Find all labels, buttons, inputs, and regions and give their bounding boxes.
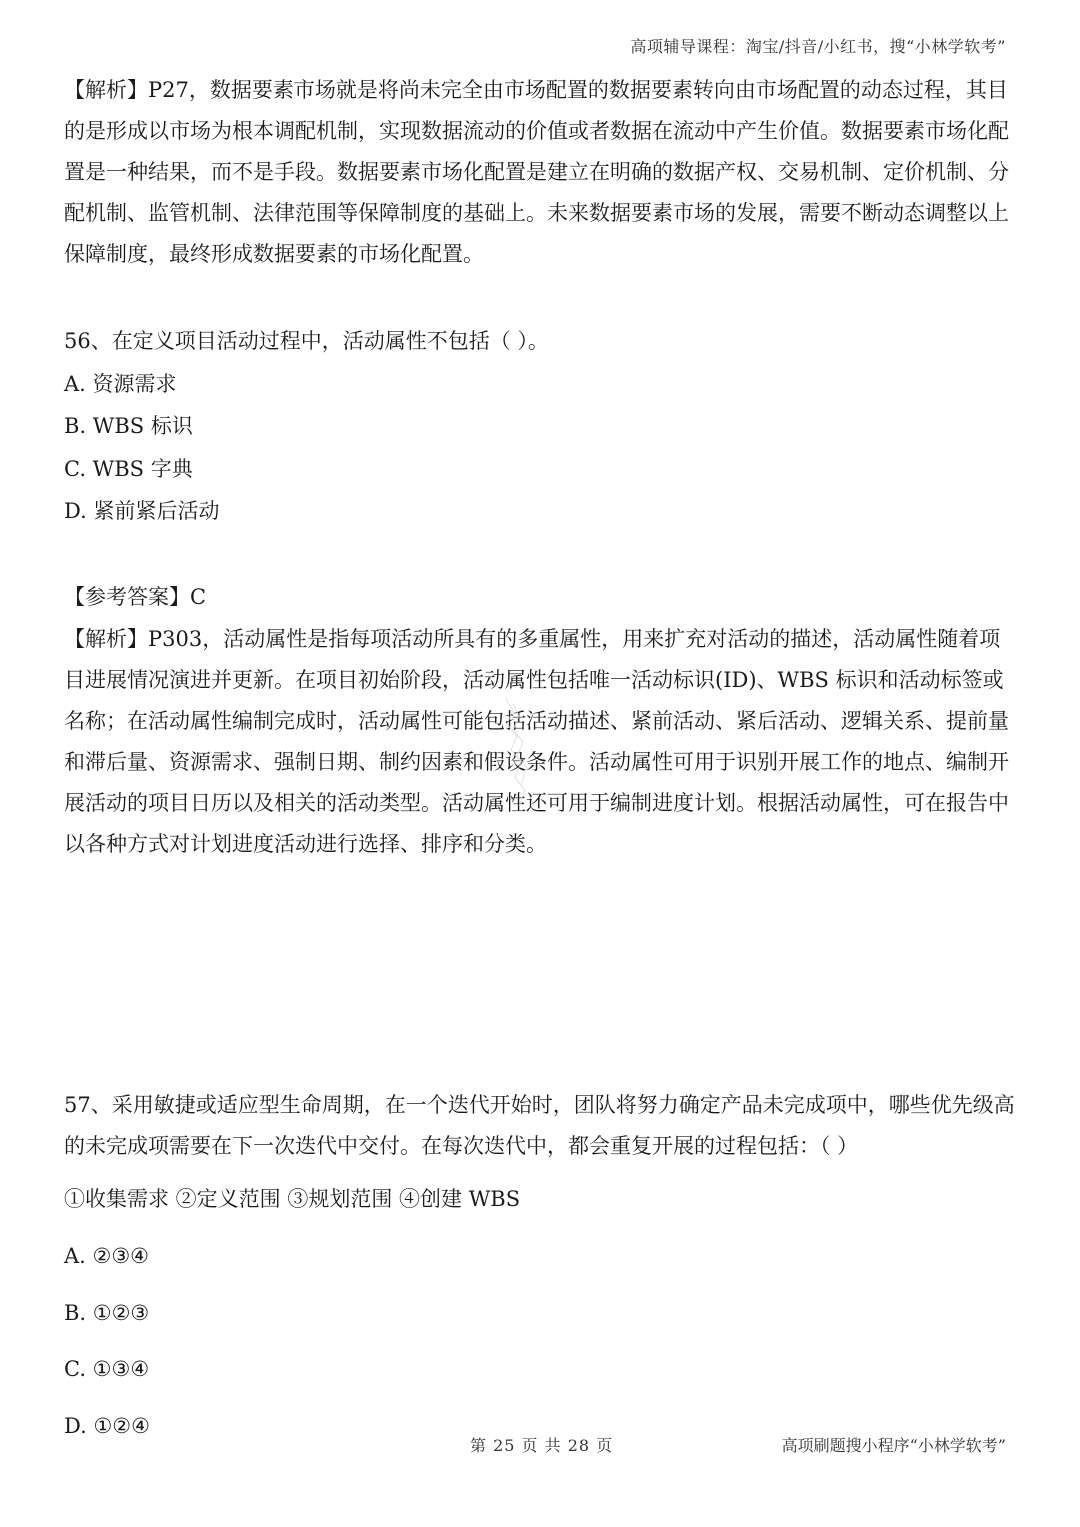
q57-option-d: D. ①②④ — [64, 1414, 150, 1438]
q56-answer: 【参考答案】C — [64, 585, 207, 609]
q56-option-b: B. WBS 标识 — [64, 414, 193, 438]
q56-question: 56、在定义项目活动过程中，活动属性不包括（ ）。 — [64, 329, 549, 353]
footer-note: 高项刷题搜小程序“小林学软考” — [781, 1436, 1006, 1455]
q56-analysis: 【解析】P303，活动属性是指每项活动所具有的多重属性，用来扩充对活动的描述，活动属性随着项目进展情况演进并更新。在项目初始阶段，活动属性包括唯一活动标识(ID)、WBS 标识和活动标签或名称；在活动属性编制完成时，活动属性可能包括活动描述、紧前活动、紧后活动、逻辑关系、提前量和滞后量、资源需求、强制日期、制约因素和假设条件。活动属性可用于识别开展工作的地点、编制开展活动的项目日历以及相关的活动类型。活动属性还可用于编制进度计划。根据活动属性，可在报告中以各种方式对计划进度活动进行选择、排序和分类。 — [64, 627, 1009, 856]
header-note: 高项辅导课程：淘宝/抖音/小红书，搜“小林学软考” — [630, 37, 1006, 56]
q57-option-c: C. ①③④ — [64, 1357, 150, 1381]
q57-option-b: B. ①②③ — [64, 1301, 150, 1325]
footer-page-number: 第 25 页 共 28 页 — [470, 1436, 614, 1455]
q57-option-a: A. ②③④ — [64, 1244, 149, 1268]
q57-question: 57、采用敏捷或适应型生命周期，在一个迭代开始时，团队将努力确定产品未完成项中，哪些优先级高的未完成项需要在下一次迭代中交付。在每次迭代中，都会重复开展的过程包括：（ ） — [64, 1093, 1015, 1158]
q57-items: ①收集需求 ②定义范围 ③规划范围 ④创建 WBS — [64, 1187, 521, 1211]
q56-option-a: A. 资源需求 — [64, 372, 177, 396]
q55-analysis: 【解析】P27，数据要素市场就是将尚未完全由市场配置的数据要素转向由市场配置的动态过程，其目的是形成以市场为根本调配机制，实现数据流动的价值或者数据在流动中产生价值。数据要素市场化配置是一种结果，而不是手段。数据要素市场化配置是建立在明确的数据产权、交易机制、定价机制、分配机制、监管机制、法律范围等保障制度的基础上。未来数据要素市场的发展，需要不断动态调整以上保障制度，最终形成数据要素的市场化配置。 — [64, 78, 1009, 266]
q56-option-d: D. 紧前紧后活动 — [64, 499, 220, 523]
faint-watermark — [485, 690, 545, 820]
q56-option-c: C. WBS 字典 — [64, 457, 193, 481]
